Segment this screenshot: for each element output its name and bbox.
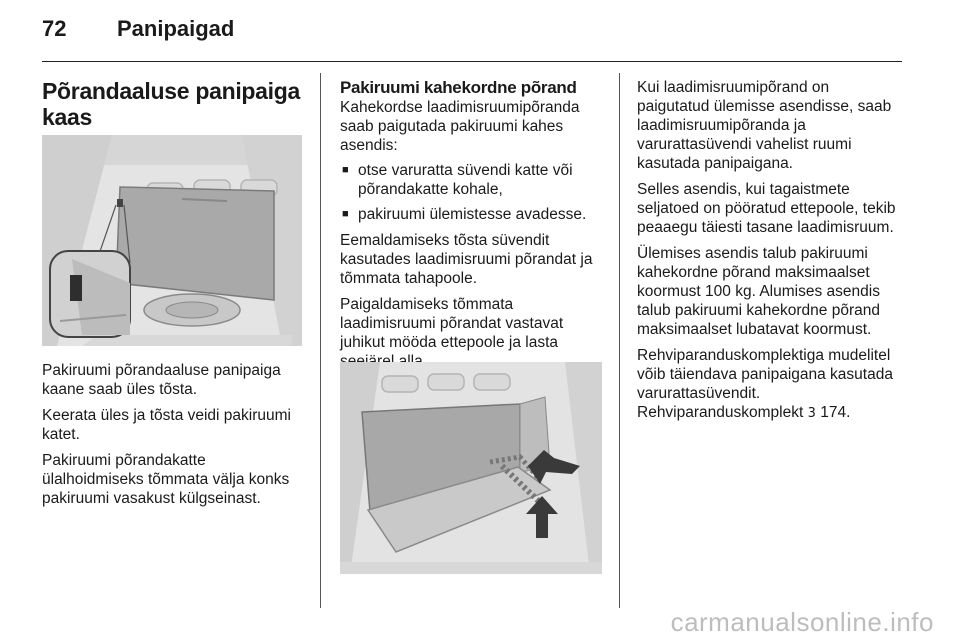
- section-title-double-floor: Pakiruumi kahekordne põrand: [340, 78, 577, 97]
- double-floor-guide-arrows-illustration: [340, 362, 602, 574]
- page-number: 72: [42, 16, 67, 41]
- list-item: ■ otse varuratta süvendi katte või põrandakatte kohale,: [340, 161, 610, 199]
- paragraph: Paigaldamiseks tõmmata laadimisruumi põrandat vastavat juhikut mööda ettepoole ja lasta: [340, 296, 564, 351]
- paragraph: Kui laadimisruumipõrand on paigutatud ülemisse asendisse, saab laadimisruumipõranda ja varurattasüvendi vahelist ruumi kasutada panipaigana.: [637, 79, 892, 172]
- page-header: Panipaigad: [117, 16, 235, 41]
- cargo-floor-cover-hook-illustration: [42, 135, 302, 346]
- reference-page: 174.: [820, 404, 851, 421]
- position-list: [340, 161, 610, 224]
- paragraph: Pakiruumi põrandaaluse panipaiga kaane saab üles tõsta.: [42, 362, 281, 398]
- cargo-floor-cover-figure: [42, 135, 302, 346]
- list-item: ■ pakiruumi ülemistesse avadesse.: [340, 205, 610, 224]
- cross-reference: [637, 403, 905, 423]
- section-title-floor-cover: Põrandaaluse panipaiga kaas: [42, 78, 300, 130]
- middle-column: [340, 78, 610, 378]
- reference-arrow-icon: 3: [807, 406, 816, 421]
- left-column: [42, 78, 307, 130]
- header-rule: [42, 61, 902, 62]
- column-divider-right: [619, 73, 620, 608]
- double-floor-figure: [340, 362, 602, 574]
- right-column: [637, 78, 905, 430]
- left-column-text: [42, 361, 307, 515]
- reference-label: Rehviparanduskomplekt: [637, 404, 804, 421]
- column-divider-left: [320, 73, 321, 608]
- watermark: carmanualsonline.info: [670, 607, 934, 637]
- paragraph: Ülemises asendis talub pakiruumi kahekordne põrand maksimaalset koormust 100 kg. Alumises asendis talub pakiruumi kahekordne põrand maksimaalset lubatavat koormust.: [637, 245, 880, 338]
- paragraph: Kahekordse laadimisruumipõranda saab paigutada pakiruumi kahes asendis:: [340, 99, 580, 154]
- paragraph: Pakiruumi põrandakatte ülalhoidmiseks tõmmata välja konks pakiruumi vasakust külgseinast.: [42, 452, 290, 507]
- paragraph: Keerata üles ja tõsta veidi pakiruumi katet.: [42, 407, 291, 443]
- paragraph: Rehviparanduskomplektiga mudelitel võib täiendava panipaigana kasutada varurattasüvendit.: [637, 347, 893, 402]
- paragraph: Eemaldamiseks tõsta süvendit kasutades laadimisruumi põrandat ja tõmmata tahapoole.: [340, 232, 593, 287]
- paragraph: Selles asendis, kui tagaistmete seljatoed on pööratud ettepoole, tekib peaaegu täiesti tasane laadimisruum.: [637, 181, 896, 236]
